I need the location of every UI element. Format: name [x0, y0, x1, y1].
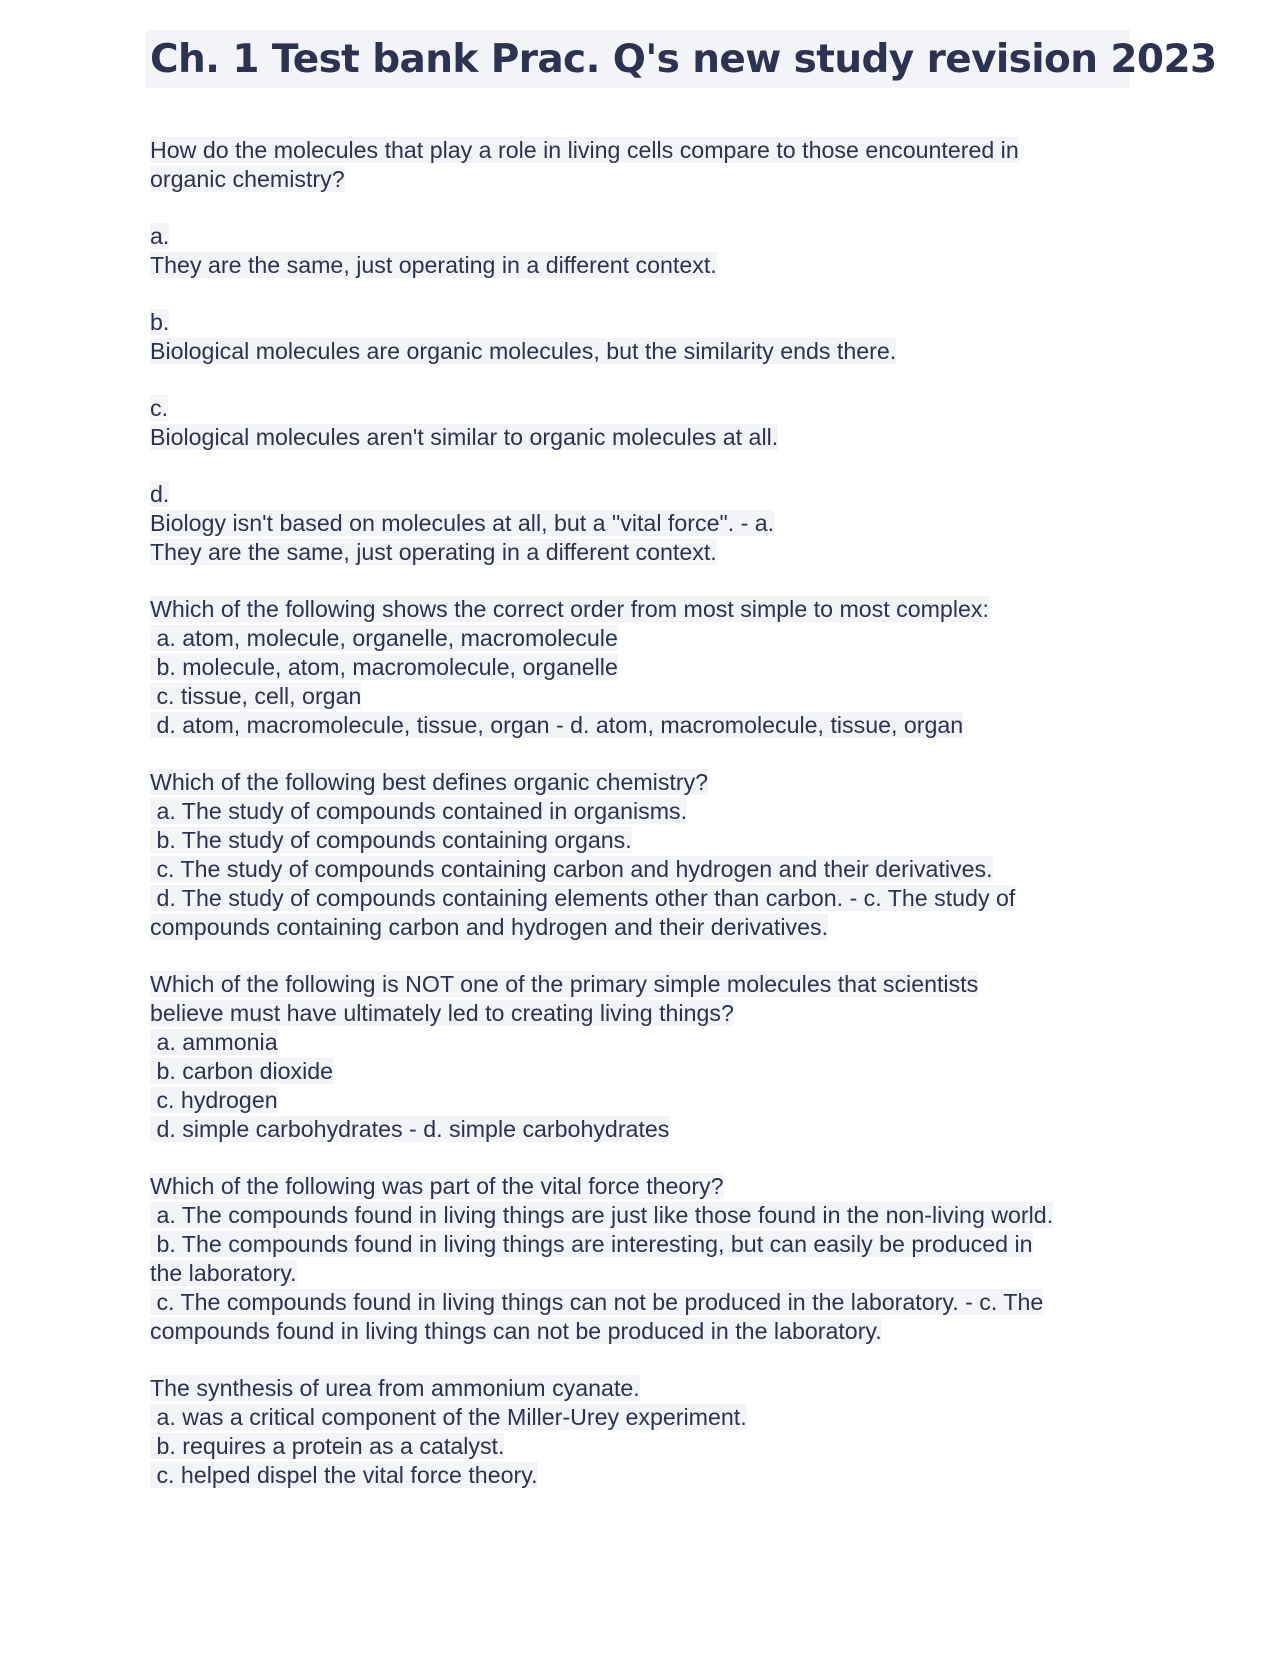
text-line — [150, 682, 1130, 711]
text-line-content: Biological molecules aren't similar to organic molecules at all. — [150, 424, 779, 450]
text-line-content: Which of the following is NOT one of the primary simple molecules that scientists — [150, 971, 979, 997]
block-gap — [150, 567, 1130, 595]
text-line-content: d. The study of compounds containing elements other than carbon. - c. The study of — [150, 885, 1016, 911]
text-line-content: c. The compounds found in living things can not be produced in the laboratory. - c. The — [150, 1289, 1044, 1315]
text-line — [150, 999, 1130, 1028]
text-line-content: the laboratory. — [150, 1260, 297, 1286]
text-line-content: a. atom, molecule, organelle, macromolecule — [150, 625, 618, 651]
text-line-content: How do the molecules that play a role in living cells compare to those encountered in — [150, 137, 1019, 163]
text-line-content: Which of the following best defines organic chemistry? — [150, 769, 709, 795]
text-line-content: Biological molecules are organic molecules, but the similarity ends there. — [150, 338, 897, 364]
text-line-content: Biology isn't based on molecules at all, but a "vital force". - a. — [150, 510, 775, 536]
text-block — [150, 595, 1130, 740]
text-line — [150, 136, 1130, 165]
text-line-content: b. The study of compounds containing organs. — [150, 827, 632, 853]
text-line-content: compounds found in living things can not be produced in the laboratory. — [150, 1318, 882, 1344]
text-line — [150, 595, 1130, 624]
text-block — [150, 480, 1130, 567]
text-line — [150, 165, 1130, 194]
block-gap — [150, 366, 1130, 394]
text-line-content: a. ammonia — [150, 1029, 278, 1055]
title-band — [146, 30, 1217, 88]
question-content — [150, 136, 1130, 1490]
text-line-content: a. The compounds found in living things are just like those found in the non-living world. — [150, 1202, 1054, 1228]
text-line — [150, 1317, 1130, 1346]
text-line-content: a. — [150, 223, 170, 249]
text-line — [150, 1230, 1130, 1259]
block-gap — [150, 1346, 1130, 1374]
text-line — [150, 1461, 1130, 1490]
text-block — [150, 1374, 1130, 1490]
text-line-content: c. The study of compounds containing carbon and hydrogen and their derivatives. — [150, 856, 993, 882]
text-line — [150, 1086, 1130, 1115]
text-line — [150, 394, 1130, 423]
text-line — [150, 509, 1130, 538]
text-line — [150, 1057, 1130, 1086]
document-title: Ch. 1 Test bank Prac. Q's new study revision 2023 — [150, 37, 1217, 82]
text-line-content: a. The study of compounds contained in organisms. — [150, 798, 688, 824]
text-line-content: compounds containing carbon and hydrogen and their derivatives. — [150, 914, 829, 940]
text-block — [150, 768, 1130, 942]
text-line-content: d. — [150, 481, 170, 507]
text-line — [150, 1028, 1130, 1057]
text-line-content: d. atom, macromolecule, tissue, organ - d. atom, macromolecule, tissue, organ — [150, 712, 964, 738]
text-line — [150, 913, 1130, 942]
text-line-content: b. carbon dioxide — [150, 1058, 334, 1084]
text-line — [150, 538, 1130, 567]
text-line — [150, 1115, 1130, 1144]
text-line — [150, 308, 1130, 337]
text-line — [150, 423, 1130, 452]
text-line-content: Which of the following shows the correct order from most simple to most complex: — [150, 596, 989, 622]
text-line — [150, 1374, 1130, 1403]
text-line-content: c. tissue, cell, organ — [150, 683, 362, 709]
block-gap — [150, 452, 1130, 480]
text-line — [150, 653, 1130, 682]
block-gap — [150, 280, 1130, 308]
block-gap — [150, 1144, 1130, 1172]
text-line — [150, 480, 1130, 509]
text-line — [150, 1172, 1130, 1201]
text-line — [150, 1259, 1130, 1288]
text-line — [150, 222, 1130, 251]
text-line-content: c. helped dispel the vital force theory. — [150, 1462, 538, 1488]
text-line — [150, 797, 1130, 826]
text-line — [150, 711, 1130, 740]
text-line-content: Which of the following was part of the vital force theory? — [150, 1173, 724, 1199]
text-line-content: organic chemistry? — [150, 166, 345, 192]
text-block — [150, 308, 1130, 366]
text-line-content: b. — [150, 309, 170, 335]
block-gap — [150, 740, 1130, 768]
text-line-content: b. requires a protein as a catalyst. — [150, 1433, 505, 1459]
text-line — [150, 768, 1130, 797]
text-line-content: d. simple carbohydrates - d. simple carbohydrates — [150, 1116, 670, 1142]
text-line — [150, 251, 1130, 280]
text-line-content: The synthesis of urea from ammonium cyanate. — [150, 1375, 640, 1401]
text-block — [150, 136, 1130, 194]
text-line-content: b. molecule, atom, macromolecule, organelle — [150, 654, 618, 680]
text-line-content: c. — [150, 395, 169, 421]
text-line — [150, 1288, 1130, 1317]
block-gap — [150, 194, 1130, 222]
text-line-content: They are the same, just operating in a different context. — [150, 539, 717, 565]
text-line — [150, 1403, 1130, 1432]
text-line-content: believe must have ultimately led to creating living things? — [150, 1000, 734, 1026]
text-line — [150, 337, 1130, 366]
text-block — [150, 1172, 1130, 1346]
block-gap — [150, 942, 1130, 970]
text-line — [150, 970, 1130, 999]
text-block — [150, 394, 1130, 452]
text-line-content: They are the same, just operating in a different context. — [150, 252, 717, 278]
text-line — [150, 624, 1130, 653]
text-block — [150, 970, 1130, 1144]
text-line — [150, 826, 1130, 855]
text-line — [150, 855, 1130, 884]
text-block — [150, 222, 1130, 280]
text-line — [150, 1432, 1130, 1461]
text-line-content: a. was a critical component of the Miller-Urey experiment. — [150, 1404, 747, 1430]
text-line-content: c. hydrogen — [150, 1087, 278, 1113]
document-page — [150, 30, 1217, 1490]
text-line — [150, 884, 1130, 913]
text-line — [150, 1201, 1130, 1230]
text-line-content: b. The compounds found in living things are interesting, but can easily be produced in — [150, 1231, 1033, 1257]
